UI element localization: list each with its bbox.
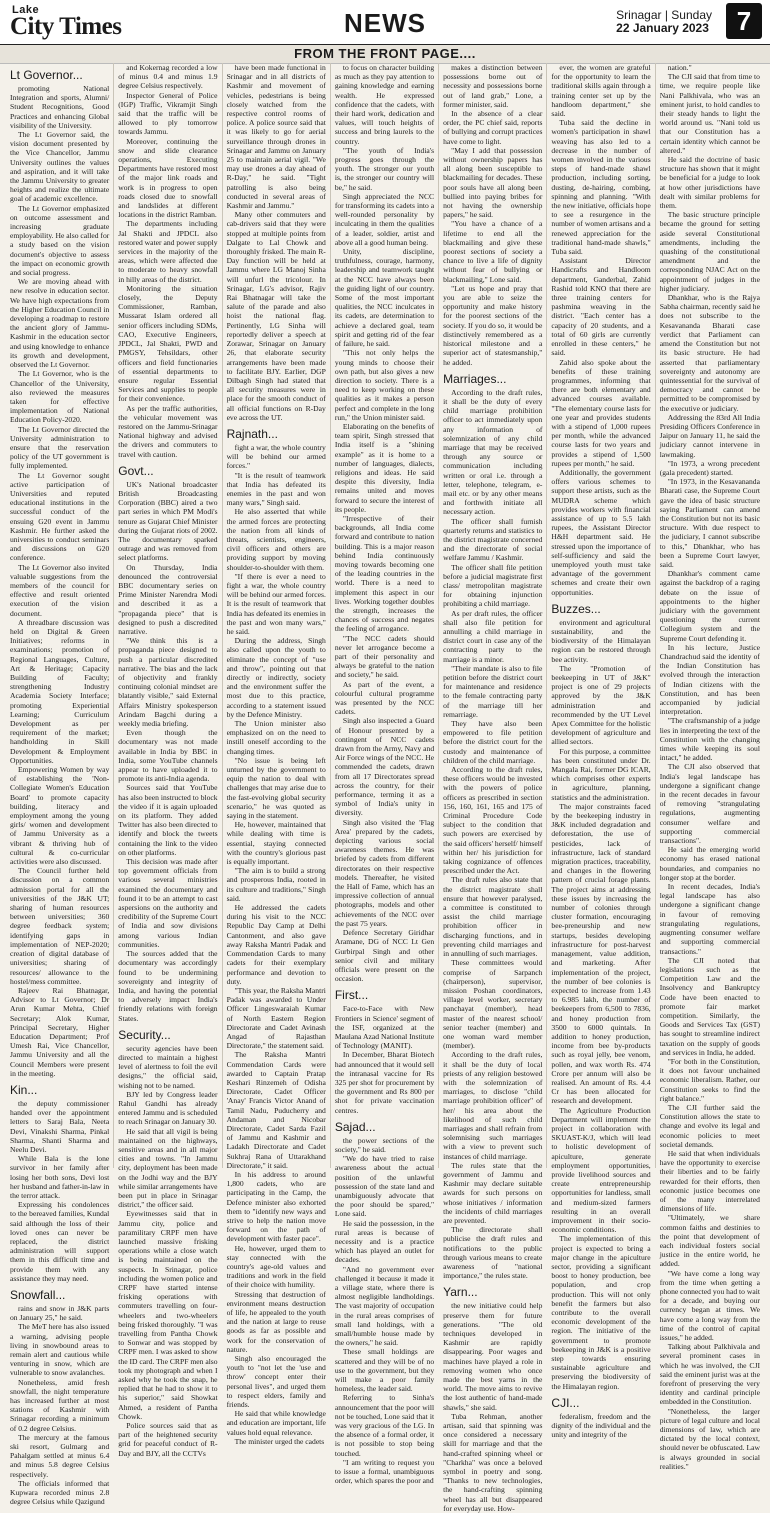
article-paragraph: "We do have tried to raise awareness about the actual position of the unlawful possession of the state land and unambiguously advocate that the poor should be spared," Lone said. xyxy=(334,1154,435,1219)
article-paragraph: Dhankhar, who is the Rajya Sabha chairman, recently said he does not subscribe to the Kesavananda Bharati case verdict that Parliament can amend the Constitution but not its basic structure. He had asserted that parliamentary sovereignty and autonomy are quintessential for the survival of democracy and cannot be permitted to be compromised by the executive or judiciary. xyxy=(659,293,760,413)
article-column xyxy=(6,63,114,1507)
article-paragraph: Face-to-Face with New Frontiers in Science' segment of the ISF, organized at the Maulana Azad National Institute of Technology (MANIT). xyxy=(334,1004,435,1051)
article-paragraph: Eyewitnesses said that in Jammu city, police and paramilitary CRPF men have launched massive frisking operations while a close watch is being maintained on the suspects. In Srinagar, police including the women police and CRPF have started intense frisking operations with commuters travelling on four-wheelers and two-wheelers being frisked thoroughly. "I was travelling from Pantha Chowk to Sonwar and was stopped by CRPF men. I was asked to show the ID card. The CRPF men also took my photograph and when I asked why he took the snap, he replied that he had to show it to his superior," said Showkat Ahmed, a resident of Pantha Chowk. xyxy=(118,1209,218,1421)
article-paragraph: Monitoring the situation closely, the Deputy Commissioner, Ramban, Mussarat Islam ordered all senior officers including SDMs, CAO, Executive Engineers, JPDCL, Jal Shakti, PWD and PMGSY, Tehsildars, other officers and field functionaries of essential departments to ensure regular Essential Services and supplies to people for their convenience. xyxy=(118,283,218,404)
article-paragraph: In December, Bharat Biotech had announced that it would sell the intranasal vaccine for Rs 325 per shot for procurement by the government and Rs 800 per shot for private vaccination centres. xyxy=(334,1050,435,1115)
article-paragraph: The directorate shall publicise the draft rules and notifications to the public through various means to create awareness of "national importance," the rules state. xyxy=(443,1225,543,1281)
article-paragraph: the power sections of the society," he said. xyxy=(334,1135,435,1154)
article-paragraph: rains and snow in J&K parts on January 25," he said. xyxy=(10,1304,110,1323)
article-column xyxy=(547,63,655,1440)
article-paragraph: federalism, freedom and the dignity of the individual and the unity and integrity of the xyxy=(551,1411,651,1440)
article-paragraph: As per the traffic authorities, the vehicular movement was restored on the Jammu-Srinagar National highway and advised the drivers and commuters to travel with caution. xyxy=(118,403,218,459)
masthead xyxy=(0,0,770,45)
article-paragraph: The CJI noted that legislations such as the Competition Law and the Insolvency and Bankruptcy Code have been enacted to promote fair market competition. Similarly, the Goods and Services Tax (GST) has sought to streamline indirect taxation on the supply of goods and services in India, he added. xyxy=(659,955,760,1057)
article-paragraph: Unity, discipline, truthfulness, courage, harmony, leadership and teamwork taught at the NCC have always been the guiding light of our country. Some of the most important qualities, the NCC inculcates in its cadets, are determination to achieve a declared goal, team spirit and getting rid of the fear of failure, he said. xyxy=(334,247,435,349)
article-paragraph: The rules state that the government of Jammu and Kashmir may declare suitable awards for such persons on whose initiatives / information the incidents of child marriages are prevented. xyxy=(443,1160,543,1225)
article-paragraph: The Council further held discussion on a common admission portal for all the universities of the J&K UT; sharing of human resources between universities; 360 degree feedback system; identifying gaps in implementation of NEP-2020; creation of digital database of universities; sharing of resources/ allowance to the hostel/mess committee. xyxy=(10,866,110,986)
article-paragraph: makes a distinction between possessions borne out of necessity and possessions borne out of land grab," Lone, a former minister, said. xyxy=(443,63,543,109)
article-paragraph: nation." xyxy=(667,63,692,72)
article-paragraph: Nonetheless, amid fresh snowfall, the night temperature has increased further at most stations of Kashmir with Srinagar recording a minimum of 0.2 degree Celsius. xyxy=(10,1377,110,1433)
article-paragraph: According to the draft rules, it shall be the duty of every child marriage prohibition officer to act immediately upon any information of solemnization of any child marriage that may be received through any source or communication including written or oral i.e. through a letter, telephone, telegram, e-mail etc. or by any other means and forthwith initiate all necessary action. xyxy=(443,387,543,517)
article-paragraph: The departments including Jal Shakti and JPDCL also restored water and power supply services in the majority of the areas, which were affected due to moderate to heavy snowfall in hilly areas of the district. xyxy=(118,219,218,284)
article-paragraph: Singh also encouraged the youth to "not let the 'use and throw' concept enter their personal lives", and urged them to respect elders, family and friends. xyxy=(226,1354,326,1410)
article-heading: Kin... xyxy=(10,1082,38,1097)
article-paragraph: The Lt Governor sought active participation of Universities and reputed educational institutions in the successful conduct of the ensuing G20 event in Jammu Kashmir. He further asked the universities to conduct seminars and discussions on G20 conference. xyxy=(10,470,110,563)
article-paragraph: "We have come a long way from the time when getting a phone connected you had to wait for a decade, and buying our currency began at times. We have come a long way from the time of the control of capital issues," he added. xyxy=(659,1268,760,1343)
article-columns xyxy=(6,63,764,1513)
article-paragraph: He said that when individuals have the opportunity to exercise their liberties and to be fairly rewarded for their efforts, then economic justice becomes one of the many interrelated dimensions of life. xyxy=(659,1148,760,1214)
article-paragraph: For this purpose, a committee has been constituted under Dr. Mangala Rai, former DG ICAR, which comprises other experts in agriculture, planning, statistics and the administration. xyxy=(551,746,651,802)
article-heading: Buzzes... xyxy=(551,601,601,616)
article-paragraph: He said that while knowledge and education are important, life values hold equal relevance. xyxy=(226,1409,326,1437)
article-paragraph: "If there is ever a need to fight a war, the whole country will be behind our armed forces. It is the result of teamwork that India has defeated its enemies in the past and won many wars," he said. xyxy=(226,571,326,636)
article-paragraph: The "Promotion of beekeeping in UT of J&K" project is one of 29 projects approved by the J&K administration and recommended by the UT Level Apex Committee for the holistic development of agriculture and allied sectors. xyxy=(551,663,651,747)
article-paragraph: Rajeev Rai Bhatnagar, Advisor to Lt Governor; Dr Arun Kumar Mehta, Chief Secretary; Alok Kumar, Principal Secretary, Higher Education Department; Prof Umesh Rai, Vice Chancellor, Jammu University and all the Council Members were present in the meeting. xyxy=(10,985,110,1078)
article-paragraph: Inspector General of Police (IGP) Traffic, Vikramjit Singh said that the traffic will be allowed to ply tomorrow towards Jammu. xyxy=(118,90,218,137)
article-paragraph: The Lt Governor, who is the Chancellor of the University, also reviewed the measures taken for effective implementation of National Education Policy-2020. xyxy=(10,369,110,425)
article-paragraph: Sources said that YouTube has also been instructed to block the video if it is again uploaded on its platform. They added Twitter has also been directed to identify and block the tweets containing the link to the video on other platforms. xyxy=(118,783,218,857)
article-paragraph: He said the possession, in the rural areas is because of necessity and is a practice which has played an outlet for decades. xyxy=(334,1218,435,1265)
article-paragraph: "The aim is to build a strong and prosperous India, rooted in its culture and traditions," Singh said. xyxy=(226,866,326,903)
article-paragraph: The draft rules also state that the district magistrate shall ensure that however paralysed, a committee is constituted to assist the child marriage prohibition officer in discharging functions, and in preventing child marriages and in annulling of such marriages. xyxy=(443,875,543,959)
article-heading: Rajnath... xyxy=(226,426,278,441)
article-paragraph: Police sources said that as part of the heightened security grid for peaceful conduct of R-Day and BJY, all the CCTVs xyxy=(118,1421,218,1458)
article-paragraph: He, however, urged them to stay connected with the country's age-old values and traditions and work in the field of their choice with humility. xyxy=(226,1243,326,1290)
article-paragraph: "This not only helps the young minds to choose their own path, but also gives a new direction to society. There is a need to keep working on these qualities as it makes a person perfect and complete in the long run," the Union minister said. xyxy=(334,348,435,422)
article-paragraph: "Their mandate is also to file petition before the district court for maintenance and residence to the female contracting party of the marriage till her remarriage. xyxy=(443,663,543,719)
article-paragraph: Addressing the 83rd All India Presiding Officers Conference in Jaipur on January 11, he said the judiciary cannot intervene in lawmaking. xyxy=(659,412,760,459)
article-paragraph: The Raksha Mantri Commendation Cards were awarded to Captain Pratap Keshari Rinzemeh of Odisha Directorate, Cadet Officer 'Anay' Francis Victor Anand of Tamil Nadu, Puducherry and Andaman and Nicobar Directorate, Cadet Sarda Fazil of Jammu and Kashmir and Ladakh Directorate and Cadet Sukhraj Rana of Uttarakhand Directorate," it said. xyxy=(226,1050,326,1170)
article-paragraph: "The youth of India's progress goes through the youth. The stronger our youth is, the stronger our country will be," he said. xyxy=(334,145,435,192)
article-paragraph: In the absence of a clear order, the PC chief said, reports of bullying and corrupt practices have come to light. xyxy=(443,109,543,146)
article-paragraph: The implementation of this project is expected to bring a major change in the apiculture sector, providing a significant boost to honey production, bee population, and crop production. This will not only benefit the farmers but also contribute to the overall economic development of the region. The initiative of the government to promote beekeeping in J&K is a positive step towards ensuring sustainable agriculture and preserving the biodiversity of the Himalayan region. xyxy=(551,1234,651,1391)
article-paragraph: Defence Secretary Giridhar Aramane, DG of NCC Lt Gen Gurbirpal Singh and other senior civil and military officials were present on the occasion. xyxy=(334,928,435,984)
article-paragraph: The officials informed that Kupwara recorded minus 2.8 degree Celsius while Qazigund xyxy=(10,1478,110,1507)
article-paragraph: "In 1973, a wrong precedent (gala precedent) started. xyxy=(659,458,760,477)
article-paragraph: We are moving ahead with new resolve in education sector. We have high expectations from the Higher Education Council in developing a roadmap to restore the ancient glory of Jammu-Kashmir in the education sector and using knowledge to enhance its growth and development, observed the Lt Governor. xyxy=(10,277,110,370)
article-paragraph: On Thursday, India denounced the controversial BBC documentary series on Prime Minister Narendra Modi and described it as a "propaganda piece" that is designed to push a discredited narrative. xyxy=(118,562,218,636)
article-heading: Security... xyxy=(118,1027,171,1042)
article-paragraph: The basic structure principle became the ground for setting aside several Constitutional amendments, including the quashing of the constitutional amendment and the corresponding NJAC Act on the appointment of judges in the higher judiciary. xyxy=(659,210,760,293)
article-column xyxy=(656,63,764,1471)
article-paragraph: Talking about Palkhivala and several prominent cases in which he was involved, the CJI said the eminent jurist was at the forefront of preserving the very identity and cardinal principle embedded in the Constitution. xyxy=(659,1342,760,1407)
article-paragraph: He addressed the cadets during his visit to the NCC Republic Day Camp at Delhi Cantonment, and also gave away Raksha Mantri Padak and Commendation Cards to many cadets for their exemplary performance and devotion to duty. xyxy=(226,903,326,986)
logo-top-text: Lake xyxy=(12,4,40,16)
article-paragraph: In recent decades, India's legal landscape has also undergone a significant change in favour of removing strangulating regulations, augmenting consumer welfare and supporting commercial transactions." xyxy=(659,882,760,956)
article-paragraph: "And no government ever challenged it because it made it a village state, where there is almost negligible landholdings. The vast majority of occupation in the rural areas comprises of small land holdings, with a small/humble house made by the owners," he said. xyxy=(334,1264,435,1348)
article-heading: CJI... xyxy=(551,1395,580,1410)
article-paragraph: The sources added that the documentary was accordingly found to be undermining sovereignty and integrity of India, and having the potential to adversely impact India's friendly relations with foreign States. xyxy=(118,949,218,1023)
article-paragraph: As part of the event, a colourful cultural programme was presented by the NCC cadets. xyxy=(334,679,435,717)
article-paragraph: The CJI said that from time to time, we require people like Nani Palkhivala, who was an eminent jurist, to hold candles to their steady hands to light the world around us. "Nani told us that our Constitution has a certain identity which cannot be altered." xyxy=(659,72,760,155)
article-paragraph: He said that all vigil is being maintained on the highways, sensitive areas and in all major cities and towns. "In Jammu city, deployment has been made on the Jodhi way and the BJY while similar arrangements have been put in place in Srinagar district," the officer said. xyxy=(118,1126,218,1210)
article-paragraph: "Let us hope and pray that you are able to seize the opportunity and make history for the poorest sections of the society. If you do so, it would be distinctively remembered as a historical milestone and a superior act of statesmanship," he added. xyxy=(443,283,543,367)
article-paragraph: He, however, maintained that while dealing with time is essential, staying connected with the country's glorious past is equally important. xyxy=(226,820,326,867)
article-paragraph: Moreover, continuing the snow and slide clearance operations, Executing Departments have restored most of the major link roads and work is in progress to open roads closed due to snowfall and landslides at different locations in the district Ramban. xyxy=(118,136,218,220)
article-paragraph: Expressing his condolences to the bereaved families, Kundal said although the loss of their loved ones can never be replaced, the district administration will support them in this difficult time and provide them with any assistance they may need. xyxy=(10,1200,110,1283)
logo-main-text: City Times xyxy=(10,13,122,40)
article-paragraph: He said the emerging world economy has erased national boundaries, and companies no longer stop at the border. xyxy=(659,845,760,882)
article-heading: Govt... xyxy=(118,463,154,478)
article-paragraph: "May I add that possession without ownership papers has all along been susceptible to blackmailing for decades. These poor souls have all along been bullied into paying bribes for not having the ownership papers," he said. xyxy=(443,145,543,220)
article-paragraph: "Irrespective of their backgrounds, all India come forward and contribute to nation building. This is a major reason behind India continuously moving towards becoming one of the leading countries in the world. There is a need to implement this aspect in our lives. Working together doubles the strength, increases the chances of success and negates the feeling of arrogance. xyxy=(334,513,435,634)
article-paragraph: During the address, Singh also called upon the youth to eliminate the concept of "use and throw", pointing out that directly or indirectly, society and the environment suffer the most due to this practice, according to a statement issued by the Defence Ministry. xyxy=(226,636,326,719)
article-heading: First... xyxy=(334,988,369,1003)
article-paragraph: Elaborating on the benefits of team spirit, Singh stressed that India itself is a "shining example" as it is home to a number of languages, dialects, religions and ideas. He said despite this diversity, India remains united and moves forward to secure the interest of its people. xyxy=(334,421,435,514)
article-heading: Lt Governor... xyxy=(10,68,83,82)
article-paragraph: The minister urged the cadets xyxy=(234,1436,325,1446)
article-column xyxy=(439,63,547,1513)
article-paragraph: As per draft rules, the officer shall also file petition for annulling a child marriage in district court in case any of the contracting party to the marriage is a minor. xyxy=(443,608,543,664)
article-paragraph: "Nonetheless, the larger picture of legal culture and local dimensions of law, which are dictated by the local context, should never be obfuscated. Law is always grounded in social realities." xyxy=(659,1406,760,1471)
article-paragraph: He said the doctrine of basic structure has shown that it might be beneficial for a judge to look at how other jurisdictions have dealt with similar problems for them. xyxy=(659,155,760,211)
article-paragraph: Assistant Director Handicrafts and Handloom department, Ganderbal, Zahid Rashid told KNO that there are three training centers for pashmina weaving in the district. "Each center has a capacity of 20 students, and a total of 60 girls are currently enrolled in these centers," he said. xyxy=(551,256,651,358)
article-heading: Snowfall... xyxy=(10,1288,66,1302)
article-paragraph: "Ultimately, we share common faiths and destinies to the point that development of each individual fosters social justice in the entire world, he added. xyxy=(659,1213,760,1269)
article-paragraph: In his lecture, Justice Chandrachud said the identity of the Indian Constitution has evolved through the interaction of Indian citizens with the Constitution, and has been accompanied by judicial interpretation. xyxy=(659,642,760,717)
article-paragraph: In his address to around 1,800 cadets, who are participating in the Camp, the Defence minister also exhorted them to "identify new ways and strive to help the nation move forward on the path of development with faster pace". xyxy=(226,1169,326,1244)
article-paragraph: "For both in the Constitution, it does not favour unchained economic liberalism. Rather, our Constitution seeks to find the right balance." xyxy=(659,1056,760,1103)
article-paragraph: ever, the women are grateful for the opportunity to learn the traditional skills again through a training center set up by the handloom department," she said. xyxy=(551,63,651,119)
article-paragraph: and Kokernag recorded a low of minus 0.4 and minus 1.9 degree Celsius respectively. xyxy=(118,63,218,91)
article-column xyxy=(114,63,222,1458)
article-paragraph: The officer shall furnish quarterly returns and statistics to the district magistrate concerned and the directorate of social welfare Jammu / Kashmir. xyxy=(443,516,543,563)
article-paragraph: "We think this is a propaganda piece designed to push a particular discredited narrative. The bias and the lack of objectivity and frankly continuing colonial mindset are blatantly visible," said External Affairs Ministry spokesperson Arindam Bagchi during a weekly media briefing. xyxy=(118,636,218,729)
article-paragraph: The CJI also observed that India's legal landscape has undergone a significant change in the recent decades in favour of removing "strangulating regulations, augmenting consumer welfare and supporting commercial transactions". xyxy=(659,762,760,846)
article-paragraph: "In 1973, in the Kesavananda Bharati case, the Supreme Court gave the idea of basic structure saying Parliament can amend the Constitution but not its basic structure. With due respect to the judiciary, I cannot subscribe to this," Dhankhar, who has been a Supreme Court lawyer, said. xyxy=(659,477,760,569)
article-paragraph: have been made functional in Srinagar and in all districts of Kashmir and movement of vehicles, pedestrians is being closely watched from the respective control rooms of police. A police source said that it was likely to go for aerial surveillance through drones in Srinagar and Jammu on January 25 to maintain aerial vigil. "We may use drones a day ahead of R-Day," he said. "Tight patrolling is also being conducted in several areas of Kashmir and Jammu." xyxy=(226,63,326,211)
edition-info xyxy=(616,9,712,35)
article-paragraph: The Lt Governor also invited valuable suggestions from the members of the council for effective and result oriented execution of the vision document. xyxy=(10,562,110,618)
article-paragraph: "This year, the Raksha Mantri Padak was awarded to Under Officer Lingeswaraiah Kumar of North Eastern Region Directorate and Cadet Avinash Angad of Rajasthan Directorate," the statement said. xyxy=(226,985,326,1051)
article-paragraph: security agencies have been directed to maintain a highest level of alertness to foil the evil designs," the official said, wishing not to be named. xyxy=(118,1043,218,1090)
edition-date: 22 January 2023 xyxy=(616,21,709,35)
article-paragraph: to focus on character building as much as they pay attention to gaining knowledge and earning wealth. He expressed confidence that the cadets, with their hard work, dedication and values, will touch heights of success and bring laurels to the country. xyxy=(334,63,435,146)
article-paragraph: Empowering Women by way of establishing the 'Non-Collegiate Women's Education Board' to promote capacity building, literacy and employment among the young girls/ women and development of Jammu University as a vibrant & thriving hub of cultural & co-curricular activities were also discussed. xyxy=(10,765,110,867)
article-paragraph: "The NCC cadets should never let arrogance become a part of their personality and always be grateful to the nation and society," he said. xyxy=(334,633,435,680)
article-paragraph: Zahid also spoke about the benefits of these training programmes, informing that there are both elementary and advanced courses available. "The elementary course lasts for one year and provides students with a stipend of 1,000 rupees per month, while the advanced course lasts for two years and provides a stipend of 1,500 rupees per month," he said. xyxy=(551,357,651,468)
article-paragraph: The major constraints faced by the beekeeping industry in J&K included degradation and deforestation, the use of pesticides, lack of infrastructure, lack of standard migration practices, traceability, and changes in the flowering pattern of crucial forage plants. The project aims at addressing these issues by increasing the number of colonies through cluster formation, encouraging bee-preneurship and new startups, besides developing infrastructure for post-harvest management, value addition, and marketing. After implementation of the project, the number of bee colonies is expected to increase from 1.43 to 6.985 lakh, the number of beekeepers from 6,500 to 7836, and honey production from 3500 to 6000 quintals. In addition to honey production, income from bee by-products such as royal jelly, bee venom, pollen, and wax worth Rs. 474 Crore per annum will also be realised. An amount of Rs. 4.4 Cr has been allocated for research and development. xyxy=(551,801,651,1106)
article-paragraph: "I am writing to request you to issue a formal, unambiguous order, which spares the poor and xyxy=(334,1457,435,1486)
article-paragraph: The mercury at the famous ski resort, Gulmarg and Pahalgam settled at minus 6.4 and minus 5.8 degree Celsius respectively. xyxy=(10,1432,110,1479)
article-paragraph: The Union minister also emphasized on on the need to instill oneself according to the changing times. xyxy=(226,719,326,756)
article-paragraph: "No issue is being left unturned by the government to equip the nation to deal with challenges that may arise due to the fast-evolving global security scenario," he was quoted as saying in the statement. xyxy=(226,755,326,821)
page-number: 7 xyxy=(726,3,762,39)
article-heading: Yarn... xyxy=(443,1285,478,1300)
article-paragraph: Singh appreciated the NCC for transforming its cadets into a well-rounded personality by inculcating in them the qualities of a leader, soldier, artist and above all a good human being. xyxy=(334,191,435,247)
article-paragraph: BJY led by Congress leader Rahul Gandhi has already entered Jammu and is scheduled to reach Srinagar on January 30. xyxy=(118,1089,218,1127)
article-column xyxy=(223,63,331,1446)
article-paragraph: Additionally, the government offers various schemes to support these artists, such as the MUDRA scheme which provides workers with financial assistance of up to 5.5 lakh rupees, the Assistant Director H&H department said. He stressed upon the importance of self-sufficiency and said the unemployed youth must take advantage of the government schemes and create their own opportunities. xyxy=(551,467,651,597)
article-paragraph: "The craftsmanship of a judge lies in interpreting the text of the Constitution with the changing times while keeping its soul intact," he added. xyxy=(659,716,760,763)
article-heading: Marriages... xyxy=(443,371,507,386)
article-paragraph: Tuba Rehman, another artisan, said that spinning was once considered a necessary skill for marriage and that the hand-crafted spinning wheel or "Charkha" was once a beloved symbol in poetry and song. "Thanks to new technologies, the hand-crafting spinning wheel has all but disappeared for everyday use. How- xyxy=(443,1411,543,1513)
article-paragraph: the new initiative could help preserve them for future generations. "The old techniques developed in Kashmir are rapidly disappearing. Poor wages and machines have played a role in removing women who once made the best yarns in the world. The move aims to revive the lost authentic of hand-made shawls," she said. xyxy=(443,1301,543,1412)
article-paragraph: These committees would comprise of Sarpanch (chairperson), supervisor, mission Poshan coordinators, village level worker, secretary panchayat (member), head master of the nearest school/ senior teacher (member) and one woman ward member (member). xyxy=(443,958,543,1051)
article-paragraph: Stressing that destruction of environment means destruction of life, he appealed to the youth and the nation at large to reuse goods as far as possible and work for the conservation of nature. xyxy=(226,1289,326,1354)
article-paragraph: Referring to Sinha's announcement that the poor will not be touched, Lone said that it was very gracious of the LG. In the absence of a formal order, it is not possible to stop being touched. xyxy=(334,1393,435,1458)
article-paragraph: UK's National broadcaster British Broadcasting Corporation (BBC) aired a two part series in which PM Modi's tenure as Gujarat Chief Minister during the Gujarat riots of 2002. The documentary sparked outrage and was removed from select platforms. xyxy=(118,479,218,563)
edition-city-day: Srinagar | Sunday xyxy=(616,8,712,22)
article-paragraph: This decision was made after top government officials from various several ministries examined the documentary and found it to be an attempt to cast aspersions on the authority and credibility of the Supreme Court of India and sow divisions among various Indian communities. xyxy=(118,857,218,949)
article-paragraph: The Lt Governor emphasized on outcome assessment and increasing graduate employability. He also called for a study based on the vision document's objective to assess the impact on economic growth and social progress. xyxy=(10,203,110,278)
article-paragraph: They have also been empowered to file petition before the district court for the custody and maintenance of children of the child marriage. xyxy=(443,719,543,765)
article-paragraph: The MeT here has also issued a warning, advising people living in snowbound areas to remain alert and cautious while venturing in snow, which are vulnerable to snow avalanches. xyxy=(10,1322,110,1378)
article-paragraph: fight a war, the whole country will be behind our armed forces." xyxy=(226,442,326,471)
article-paragraph: the deputy commissioner handed over the appointment letters to Saraj Bala, Neeta Devi, Vinakshi Sharma, Pinkal Sharma, Shanti Sharma and Neelu Devi. xyxy=(10,1098,110,1154)
article-paragraph: These small holdings are scattered and they will be of no use to the government, but they will make a poor family homeless, the leader said. xyxy=(334,1347,435,1394)
article-paragraph: environment and agricultural sustainability, and the biodiversity of the Himalayan region can be restored through bee activity. xyxy=(551,617,651,664)
article-paragraph: The Lt Governor said, the vision document presented by the Vice Chancellor, Jammu University outlines the values and aspiration, and it will take the Jammu University to greater heights and realize the ultimate goal of academic excellence. xyxy=(10,130,110,204)
article-paragraph: While Bala is the lone survivor in her family after losing her both sons, Devi lost her husband and father-in-law in the terror attack. xyxy=(10,1154,110,1200)
section-title: NEWS xyxy=(344,8,426,38)
article-column xyxy=(331,63,439,1486)
article-paragraph: The Lt Governor directed the University administration to ensure that the reservation policy of the UT government is fully implemented. xyxy=(10,424,110,471)
article-paragraph: "You have a chance of a lifetime to end all the blackmailing and give these poorest sections of society a chance to live a life of dignity without fear of bullying or blackmailing," Lone said. xyxy=(443,219,543,284)
article-paragraph: A threadbare discussion was held on Digital & Green Initiatives; reforms in examinations; promotion of Regional Languages, Culture, Art & Heritage; Capacity Building of Faculty; strengthening Industry Academia Society Interface; promoting Experiential Learning; Curriculum Development as per requirement of the market; handholding in Skill Development & Employment Opportunities. xyxy=(10,617,110,765)
article-paragraph: The Agriculture Production Department will implement the project in collaboration with SKUAST-K/J, which will lead to holistic development of apiculture, generate employment opportunities, provide livelihood sources and create entrepreneurship opportunities for landless, small and medium-sized farmers resulting in an overall improvement in their socio-economic conditions. xyxy=(551,1105,651,1235)
article-paragraph: Dhankhar's comment came against the backdrop of a raging debate on the issue of appointments to the higher judiciary with the government questioning the current Collegium system and the Supreme Court defending it. xyxy=(659,569,760,643)
article-paragraph: Tuba said the decline in women's participation in shawl weaving has also led to a decrease in the number of women involved in the various steps of hand-made shawl production, including sorting, dusting, de-hairing, combing, spinning and planning. "With the new initiative, officials hope to see a resurgence in the number of women artisans and a renewed appreciation for the traditional hand-made shawls," Tuba said. xyxy=(551,118,651,257)
article-heading: Sajad... xyxy=(334,1119,376,1134)
article-paragraph: According to the draft rules, it shall be the duty of local priests of any religion bestowed with the solemnization of marriages, to disclose "child marriage prohibition officer" of her/ his area about the likelihood of such child marriages and shall refrain from solemnising such marriages with a view to prevent such instances of child marriage. xyxy=(443,1050,543,1161)
article-paragraph: According to the draft rules, these officers would be invested with the powers of police officers as prescribed in section 156, 160, 161, 165 and 175 of Criminal Procedure Code subject to the condition that such powers are exercised by the said officers' herself/ himself within her/ his jurisdiction for taking cognizance of offences prescribed under the Act. xyxy=(443,765,543,876)
article-paragraph: Singh also visited the 'Flag Area' prepared by the cadets, depicting various social awareness themes. He was briefed by cadets from different directorates on their respective models. Thereafter, he visited the Hall of Fame, which has an impressive collection of annual photographs, models and other achievements of the NCC over the past 75 years. xyxy=(334,817,435,928)
article-paragraph: The CJI further said the Constitution allows the state to change and evolve its legal and economic policies to meet societal demands. xyxy=(659,1102,760,1149)
article-paragraph: promoting National Integration and sports, Alumni/ Student Recognitions, Good Practices and enhancing Global visibility of the University. xyxy=(10,84,110,130)
article-paragraph: The officer shall file petition before a judicial magistrate first class/ metropolitan magistrate for obtaining injunction prohibiting a child marriage. xyxy=(443,562,543,609)
article-paragraph: Even though the documentary was not made available in India by BBC in India, some YouTube channels appear to have uploaded it to promote its anti-India agenda. xyxy=(118,728,218,784)
article-paragraph: Many other commuters and cab-drivers said that they were stopped at multiple points from Dalgate to Lal Chowk and thoroughly frisked. The main R-Day function will be held at Jammu where LG Manoj Sinha will unfurl the tricolour. In Srinagar, LG's advisor, Rajiv Rai Bhatnagar will take the salute of the parade and also hoist the national flag. Pertinently, LG Sinha will reportedly deliver a speech at Zorawar, Srinagar on January 26, that elaborate security arrangements have been made to facilitate BJY. Earlier, DGP Dilbagh Singh had stated that all security measures were in place for the smooth conduct of all official functions on R-Day eve across the UT. xyxy=(226,210,326,422)
article-paragraph: "It is the result of teamwork that India has defeated its enemies in the past and won many wars," Singh said. xyxy=(226,470,326,508)
article-paragraph: He also asserted that while the armed forces are protecting the nation from all kinds of threats, scientists, engineers, civil officers and others are providing support by moving shoulder-to-shoulder with them. xyxy=(226,507,326,572)
article-paragraph: Singh also inspected a Guard of Honour presented by a contingent of NCC cadets drawn from the Army, Navy and Air Force wings of the NCC. He commended the cadets, drawn from all 17 Directorates spread across the country, for their performance, terming it as a symbol of India's unity in diversity. xyxy=(334,716,435,818)
section-band: FROM THE FRONT PAGE.... xyxy=(0,45,770,64)
